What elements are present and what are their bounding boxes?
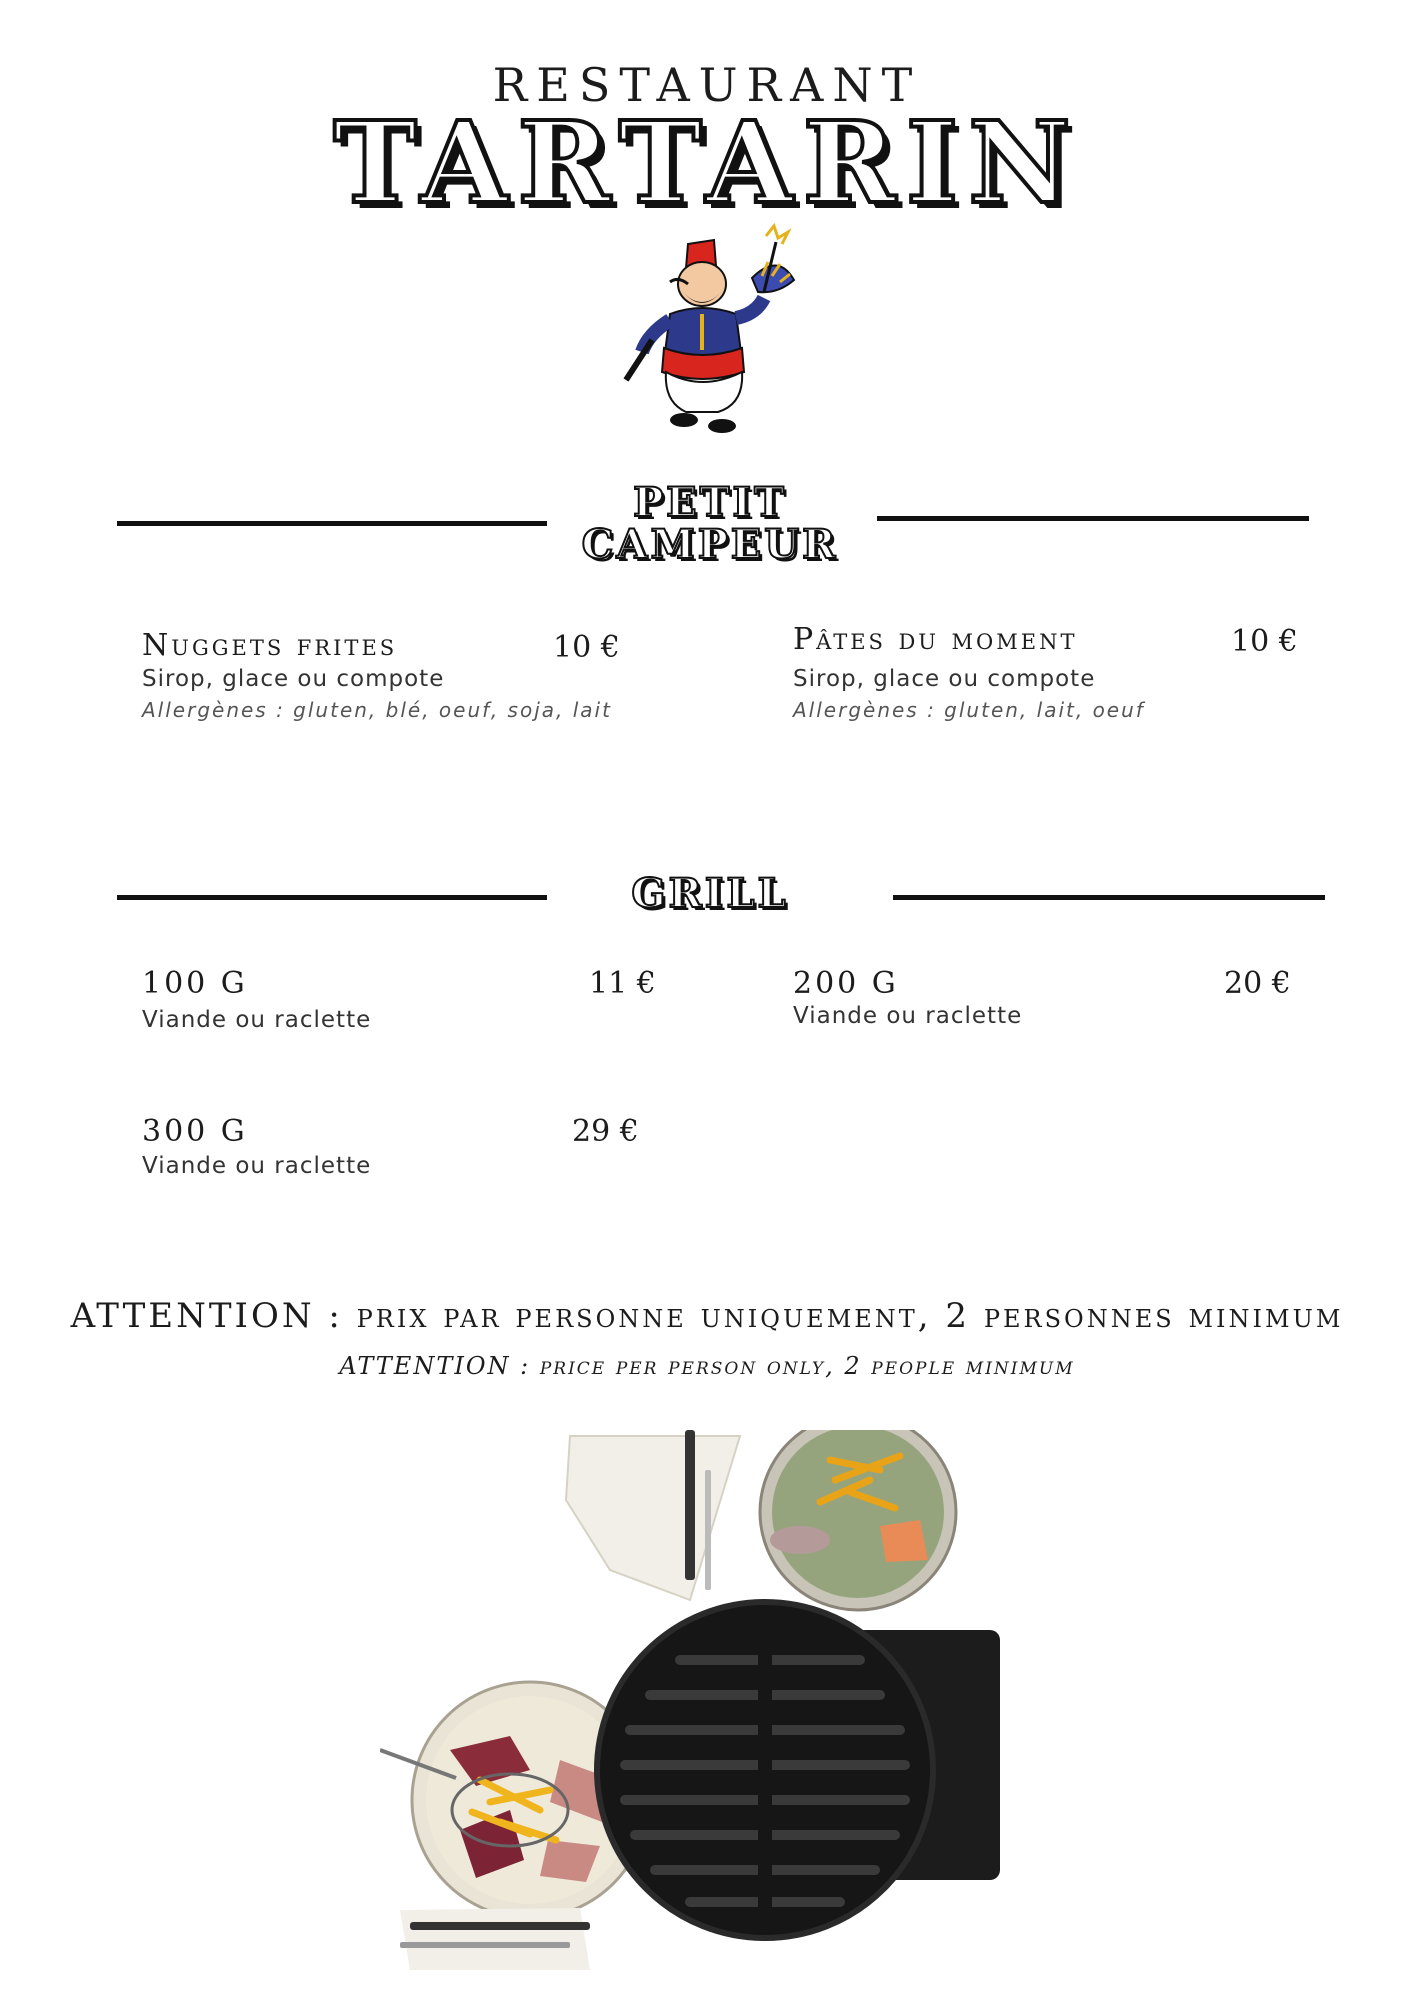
price-notice-en: ATTENTION : price per person only, 2 people minimum [339,1352,1075,1380]
restaurant-label: RESTAURANT [492,58,922,112]
section-title-line1: PETIT [633,479,787,526]
menu-item-price: 29 € [572,1114,639,1149]
restaurant-name: TARTARIN [333,98,1081,229]
section-title-line2: CAMPEUR [581,521,839,568]
section-title [540,479,880,568]
grill-food-photo [380,1430,1000,1970]
menu-item-price: 10 € [553,630,620,665]
menu-item-allergens: Allergènes : gluten, lait, oeuf [793,698,1145,722]
section-divider-left [117,521,547,526]
menu-item-description: Viande ou raclette [793,1003,1023,1029]
menu-item-name [793,622,1077,657]
section-divider-right [893,895,1325,900]
section-title [560,870,860,917]
menu-item-name-text: Nuggets frites [142,628,398,663]
tartarin-mascot-icon [618,222,798,442]
menu-item-name-text: Pâtes du moment [793,622,1078,657]
menu-item-name: 300 G [142,1114,248,1149]
section-divider-left [117,895,547,900]
menu-item-description: Viande ou raclette [142,1007,372,1033]
section-divider-right [877,516,1309,521]
menu-item-price: 11 € [589,966,656,1001]
menu-item-name: 200 G [793,966,899,1001]
menu-item-name [142,628,397,663]
menu-item-description: Sirop, glace ou compote [142,666,445,692]
menu-item-allergens: Allergènes : gluten, blé, oeuf, soja, lait [142,698,612,722]
menu-item-name: 100 G [142,966,248,1001]
menu-item-description: Sirop, glace ou compote [793,666,1096,692]
menu-item-description: Viande ou raclette [142,1153,372,1179]
menu-item-price: 20 € [1224,966,1291,1001]
menu-item-price: 10 € [1231,624,1298,659]
price-notice-fr: ATTENTION : prix par personne uniquement, 2 personnes minimum [70,1296,1344,1336]
section-title-line1: GRILL [631,870,789,917]
